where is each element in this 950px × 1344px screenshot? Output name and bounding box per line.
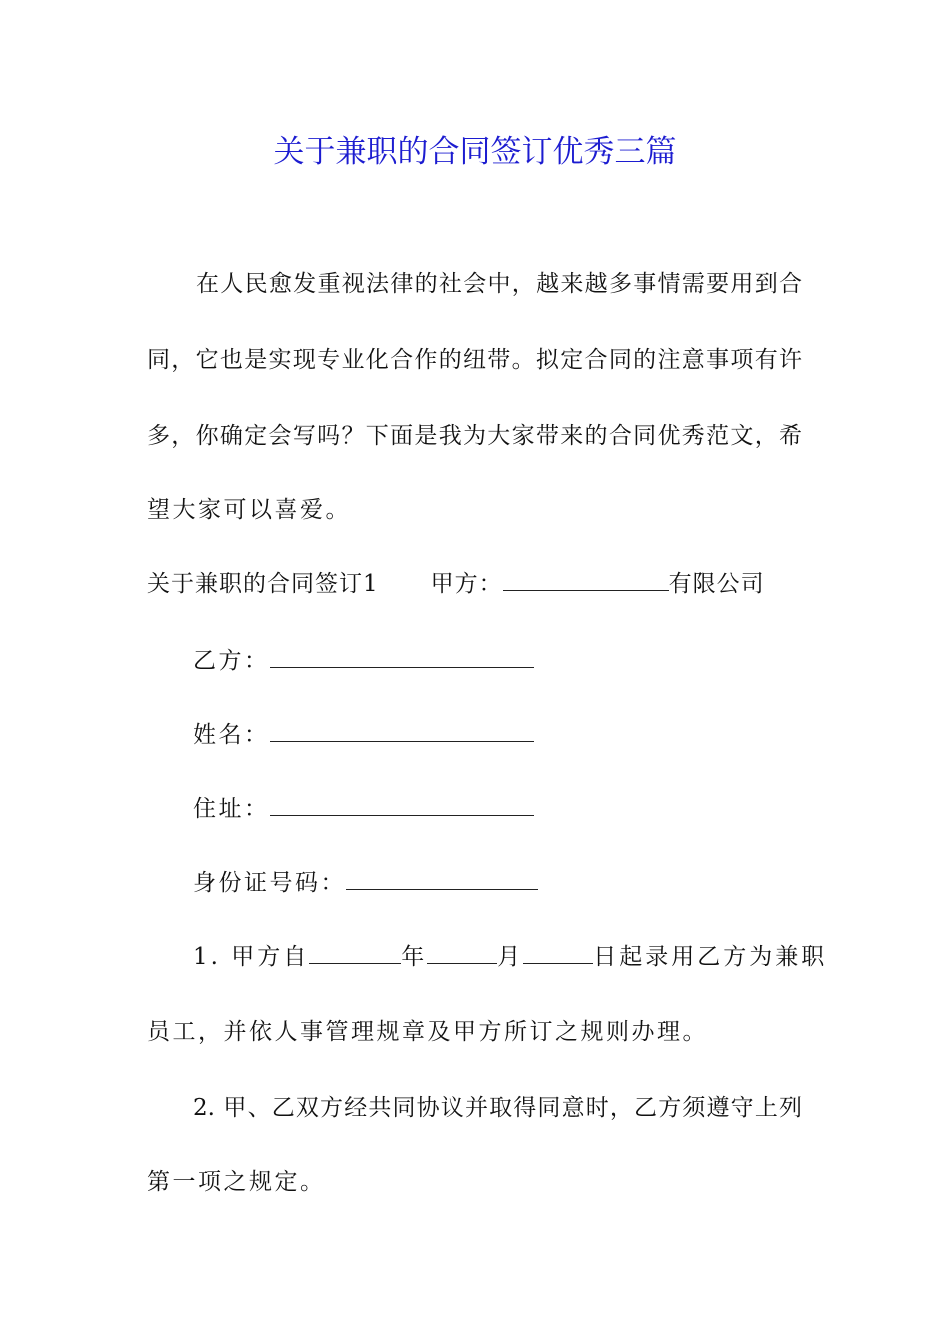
address-row bbox=[193, 793, 534, 825]
party-b-label: 乙方： bbox=[193, 648, 270, 674]
clause-1-line-1 bbox=[193, 941, 827, 973]
section-heading: 关于兼职的合同签订1 bbox=[147, 571, 379, 597]
clause-2-line-2: 第一项之规定。 bbox=[147, 1169, 326, 1195]
name-label: 姓名： bbox=[193, 722, 270, 748]
year-blank bbox=[309, 943, 401, 964]
clause-1-tail: 日起录用乙方为兼职 bbox=[593, 944, 828, 970]
party-a-suffix: 有限公司 bbox=[668, 571, 765, 597]
address-label: 住址： bbox=[193, 796, 270, 822]
address-blank bbox=[270, 795, 534, 816]
party-b-blank bbox=[270, 647, 534, 668]
party-b-row bbox=[193, 645, 534, 677]
id-row bbox=[193, 867, 538, 899]
intro-line-2: 同，它也是实现专业化合作的纽带。拟定合同的注意事项有许 bbox=[147, 347, 802, 373]
month-label: 月 bbox=[497, 944, 524, 970]
month-blank bbox=[427, 943, 497, 964]
clause-2-line-1: 2. 甲、乙双方经共同协议并取得同意时，乙方须遵守上列 bbox=[193, 1095, 802, 1121]
name-blank bbox=[270, 721, 534, 742]
intro-line-4: 望大家可以喜爱。 bbox=[147, 497, 351, 523]
intro-line-3: 多，你确定会写吗？下面是我为大家带来的合同优秀范文，希 bbox=[147, 423, 802, 449]
clause-1-prefix: 1. 甲方自 bbox=[193, 944, 310, 970]
party-a-blank bbox=[503, 570, 669, 591]
document-title: 关于兼职的合同签订优秀三篇 bbox=[273, 134, 677, 170]
party-a-label: 甲方： bbox=[430, 571, 503, 597]
id-label: 身份证号码： bbox=[193, 870, 346, 896]
intro-line-1: 在人民愈发重视法律的社会中，越来越多事情需要用到合 bbox=[196, 271, 802, 297]
year-label: 年 bbox=[401, 944, 428, 970]
day-blank bbox=[523, 943, 593, 964]
name-row bbox=[193, 719, 534, 751]
id-blank bbox=[346, 869, 538, 890]
section-heading-row bbox=[147, 568, 765, 600]
clause-1-line-2: 员工，并依人事管理规章及甲方所订之规则办理。 bbox=[147, 1019, 708, 1045]
